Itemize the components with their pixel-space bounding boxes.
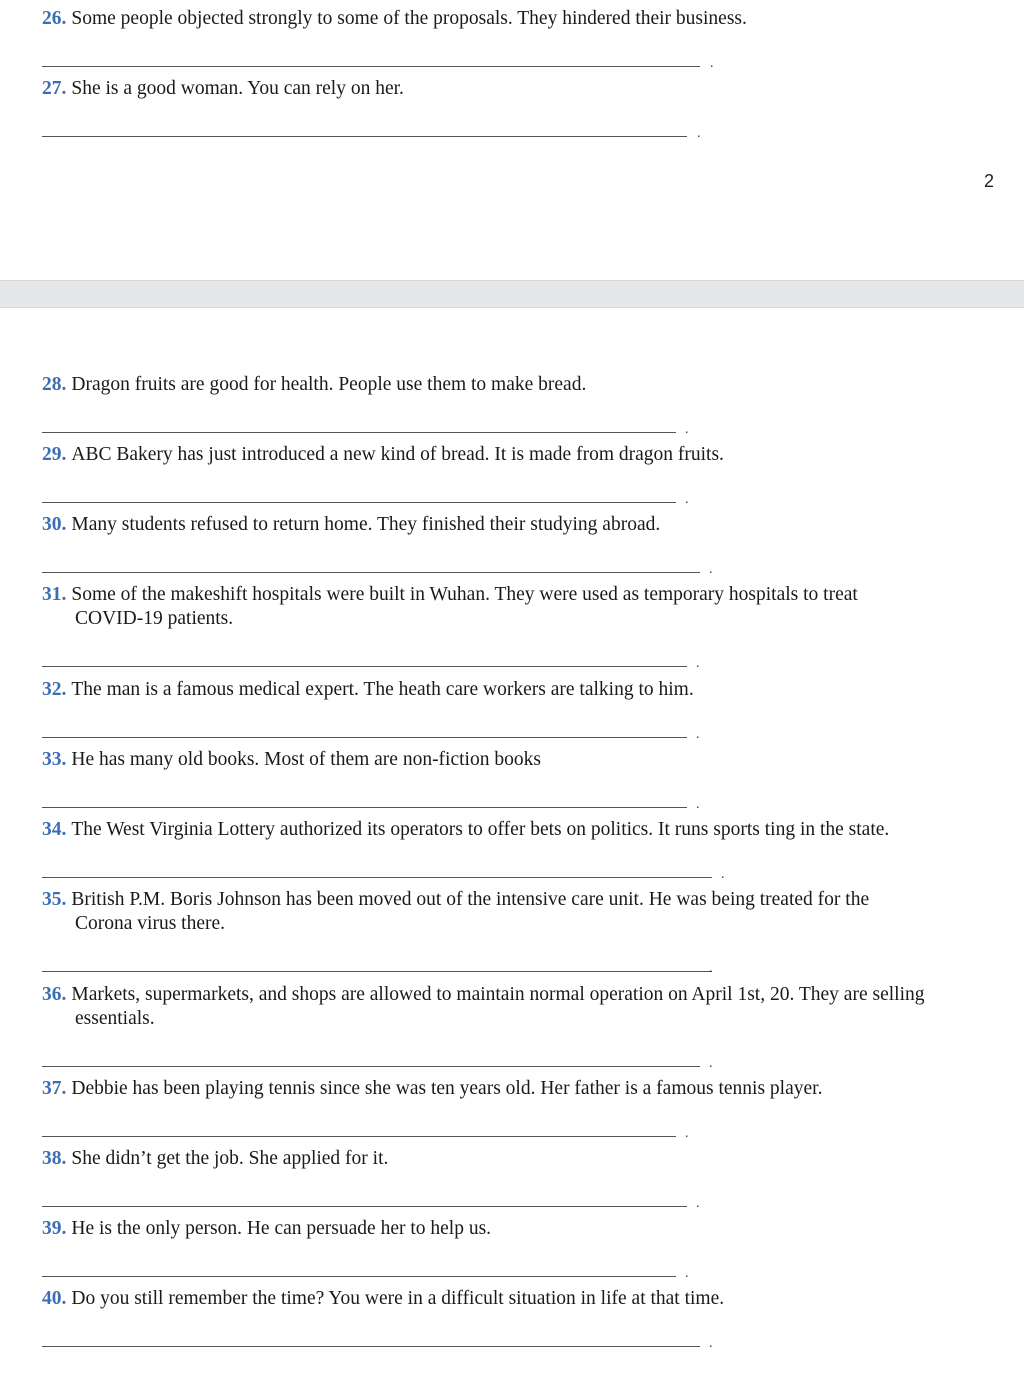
- answer-end-period: .: [685, 492, 689, 507]
- answer-field[interactable]: [42, 477, 695, 507]
- answer-line: [42, 877, 712, 878]
- question-line: [42, 513, 1007, 537]
- question-number: 34.: [42, 819, 67, 840]
- question-number: 29.: [42, 444, 67, 465]
- question-item: [42, 77, 1007, 101]
- page-break: [0, 280, 1024, 308]
- question-line: [42, 583, 1007, 607]
- question-line: [42, 1077, 1007, 1101]
- question-line: [42, 678, 1007, 702]
- question-number: 33.: [42, 749, 67, 770]
- answer-line: [42, 737, 687, 738]
- answer-end-period: .: [709, 1056, 713, 1071]
- page-number: 2: [984, 171, 995, 191]
- answer-line: [42, 971, 712, 972]
- question-line: [42, 77, 1007, 101]
- question-item: [42, 983, 1007, 1031]
- answer-field[interactable]: [42, 1111, 695, 1141]
- question-text: Dragon fruits are good for health. People use them to make bread.: [71, 374, 587, 395]
- question-text: Debbie has been playing tennis since she was ten years old. Her father is a famous tennis player.: [71, 1078, 823, 1099]
- document-page-2: [0, 308, 1024, 1380]
- answer-field[interactable]: [42, 1181, 706, 1211]
- question-number: 28.: [42, 374, 67, 395]
- question-item: [42, 7, 1007, 31]
- question-text-continued: COVID-19 patients.: [75, 608, 234, 629]
- question-text: ABC Bakery has just introduced a new kind of bread. It is made from dragon fruits.: [71, 444, 724, 465]
- question-line: [42, 983, 1007, 1007]
- answer-line: [42, 1346, 700, 1347]
- answer-end-period: .: [696, 656, 700, 671]
- answer-end-period: .: [696, 727, 700, 742]
- question-line: [42, 1147, 1007, 1171]
- answer-line: [42, 1136, 676, 1137]
- question-item: [42, 443, 1007, 467]
- answer-field[interactable]: [42, 41, 720, 71]
- question-item: [42, 1287, 1007, 1311]
- question-number: 32.: [42, 679, 67, 700]
- question-text: Some of the makeshift hospitals were built in Wuhan. They were used as temporary hospitals to treat: [71, 584, 858, 605]
- answer-field[interactable]: [42, 1041, 719, 1071]
- question-number: 30.: [42, 514, 67, 535]
- question-line: [42, 7, 1007, 31]
- question-text: Some people objected strongly to some of the proposals. They hindered their business.: [71, 8, 747, 29]
- question-number: 37.: [42, 1078, 67, 1099]
- question-line: [42, 373, 1007, 397]
- question-number: 36.: [42, 984, 67, 1005]
- question-item: [42, 1147, 1007, 1171]
- answer-line: [42, 1206, 687, 1207]
- question-text: British P.M. Boris Johnson has been moved out of the intensive care unit. He was being treated for the: [71, 889, 870, 910]
- answer-field[interactable]: [42, 712, 706, 742]
- answer-end-period: .: [697, 126, 701, 141]
- question-number: 31.: [42, 584, 67, 605]
- answer-line: [42, 1276, 676, 1277]
- question-text: Many students refused to return home. They finished their studying abroad.: [71, 514, 661, 535]
- question-text-continued: essentials.: [75, 1008, 155, 1029]
- answer-line: [42, 136, 687, 137]
- question-text: The West Virginia Lottery authorized its operators to offer bets on politics. It runs sports ting in the state.: [71, 819, 890, 840]
- question-item: [42, 748, 1007, 772]
- answer-field[interactable]: [42, 852, 731, 882]
- answer-end-period: .: [696, 1196, 700, 1211]
- answer-end-period: .: [685, 1266, 689, 1281]
- question-item: [42, 678, 1007, 702]
- answer-end-period: .: [709, 562, 713, 577]
- question-number: 38.: [42, 1148, 67, 1169]
- question-number: 26.: [42, 8, 67, 29]
- answer-end-period: .: [710, 56, 714, 71]
- question-line: [42, 1287, 1007, 1311]
- document-page-1: [0, 0, 1024, 280]
- question-item: [42, 818, 1007, 842]
- question-number: 35.: [42, 889, 67, 910]
- answer-field[interactable]: [42, 782, 706, 812]
- answer-line: [42, 432, 676, 433]
- answer-end-period: .: [696, 797, 700, 812]
- answer-field[interactable]: [42, 641, 706, 671]
- answer-line: [42, 807, 687, 808]
- question-item: [42, 1077, 1007, 1101]
- answer-field[interactable]: [42, 946, 719, 976]
- question-text: She didn’t get the job. She applied for it.: [71, 1148, 389, 1169]
- answer-end-period: .: [709, 961, 713, 976]
- question-item: [42, 1217, 1007, 1241]
- question-item: [42, 513, 1007, 537]
- answer-field[interactable]: [42, 111, 707, 141]
- question-text-continued: Corona virus there.: [75, 913, 226, 934]
- answer-line: [42, 666, 687, 667]
- question-item: [42, 583, 1007, 631]
- question-text: He is the only person. He can persuade her to help us.: [71, 1218, 492, 1239]
- answer-line: [42, 66, 700, 67]
- question-line: [42, 443, 1007, 467]
- question-item: [42, 373, 1007, 397]
- answer-end-period: .: [685, 422, 689, 437]
- answer-end-period: .: [709, 1336, 713, 1351]
- answer-line: [42, 1066, 700, 1067]
- question-text: Do you still remember the time? You were in a difficult situation in life at that time.: [71, 1288, 725, 1309]
- question-line: [42, 888, 1007, 912]
- answer-line: [42, 502, 676, 503]
- answer-field[interactable]: [42, 1321, 719, 1351]
- question-number: 39.: [42, 1218, 67, 1239]
- question-item: [42, 888, 1007, 936]
- question-text: He has many old books. Most of them are non-fiction books: [71, 749, 541, 770]
- answer-line: [42, 572, 700, 573]
- answer-end-period: .: [685, 1126, 689, 1141]
- question-text: Markets, supermarkets, and shops are allowed to maintain normal operation on April 1st, 20. They are selling: [71, 984, 925, 1005]
- answer-end-period: .: [721, 867, 725, 882]
- answer-field[interactable]: [42, 547, 719, 577]
- question-number: 27.: [42, 78, 67, 99]
- question-line: [42, 818, 1007, 842]
- question-line: [42, 748, 1007, 772]
- question-line: [42, 1217, 1007, 1241]
- answer-field[interactable]: [42, 407, 695, 437]
- question-text: She is a good woman. You can rely on her.: [71, 78, 404, 99]
- question-text: The man is a famous medical expert. The heath care workers are talking to him.: [71, 679, 694, 700]
- question-number: 40.: [42, 1288, 67, 1309]
- answer-field[interactable]: [42, 1251, 695, 1281]
